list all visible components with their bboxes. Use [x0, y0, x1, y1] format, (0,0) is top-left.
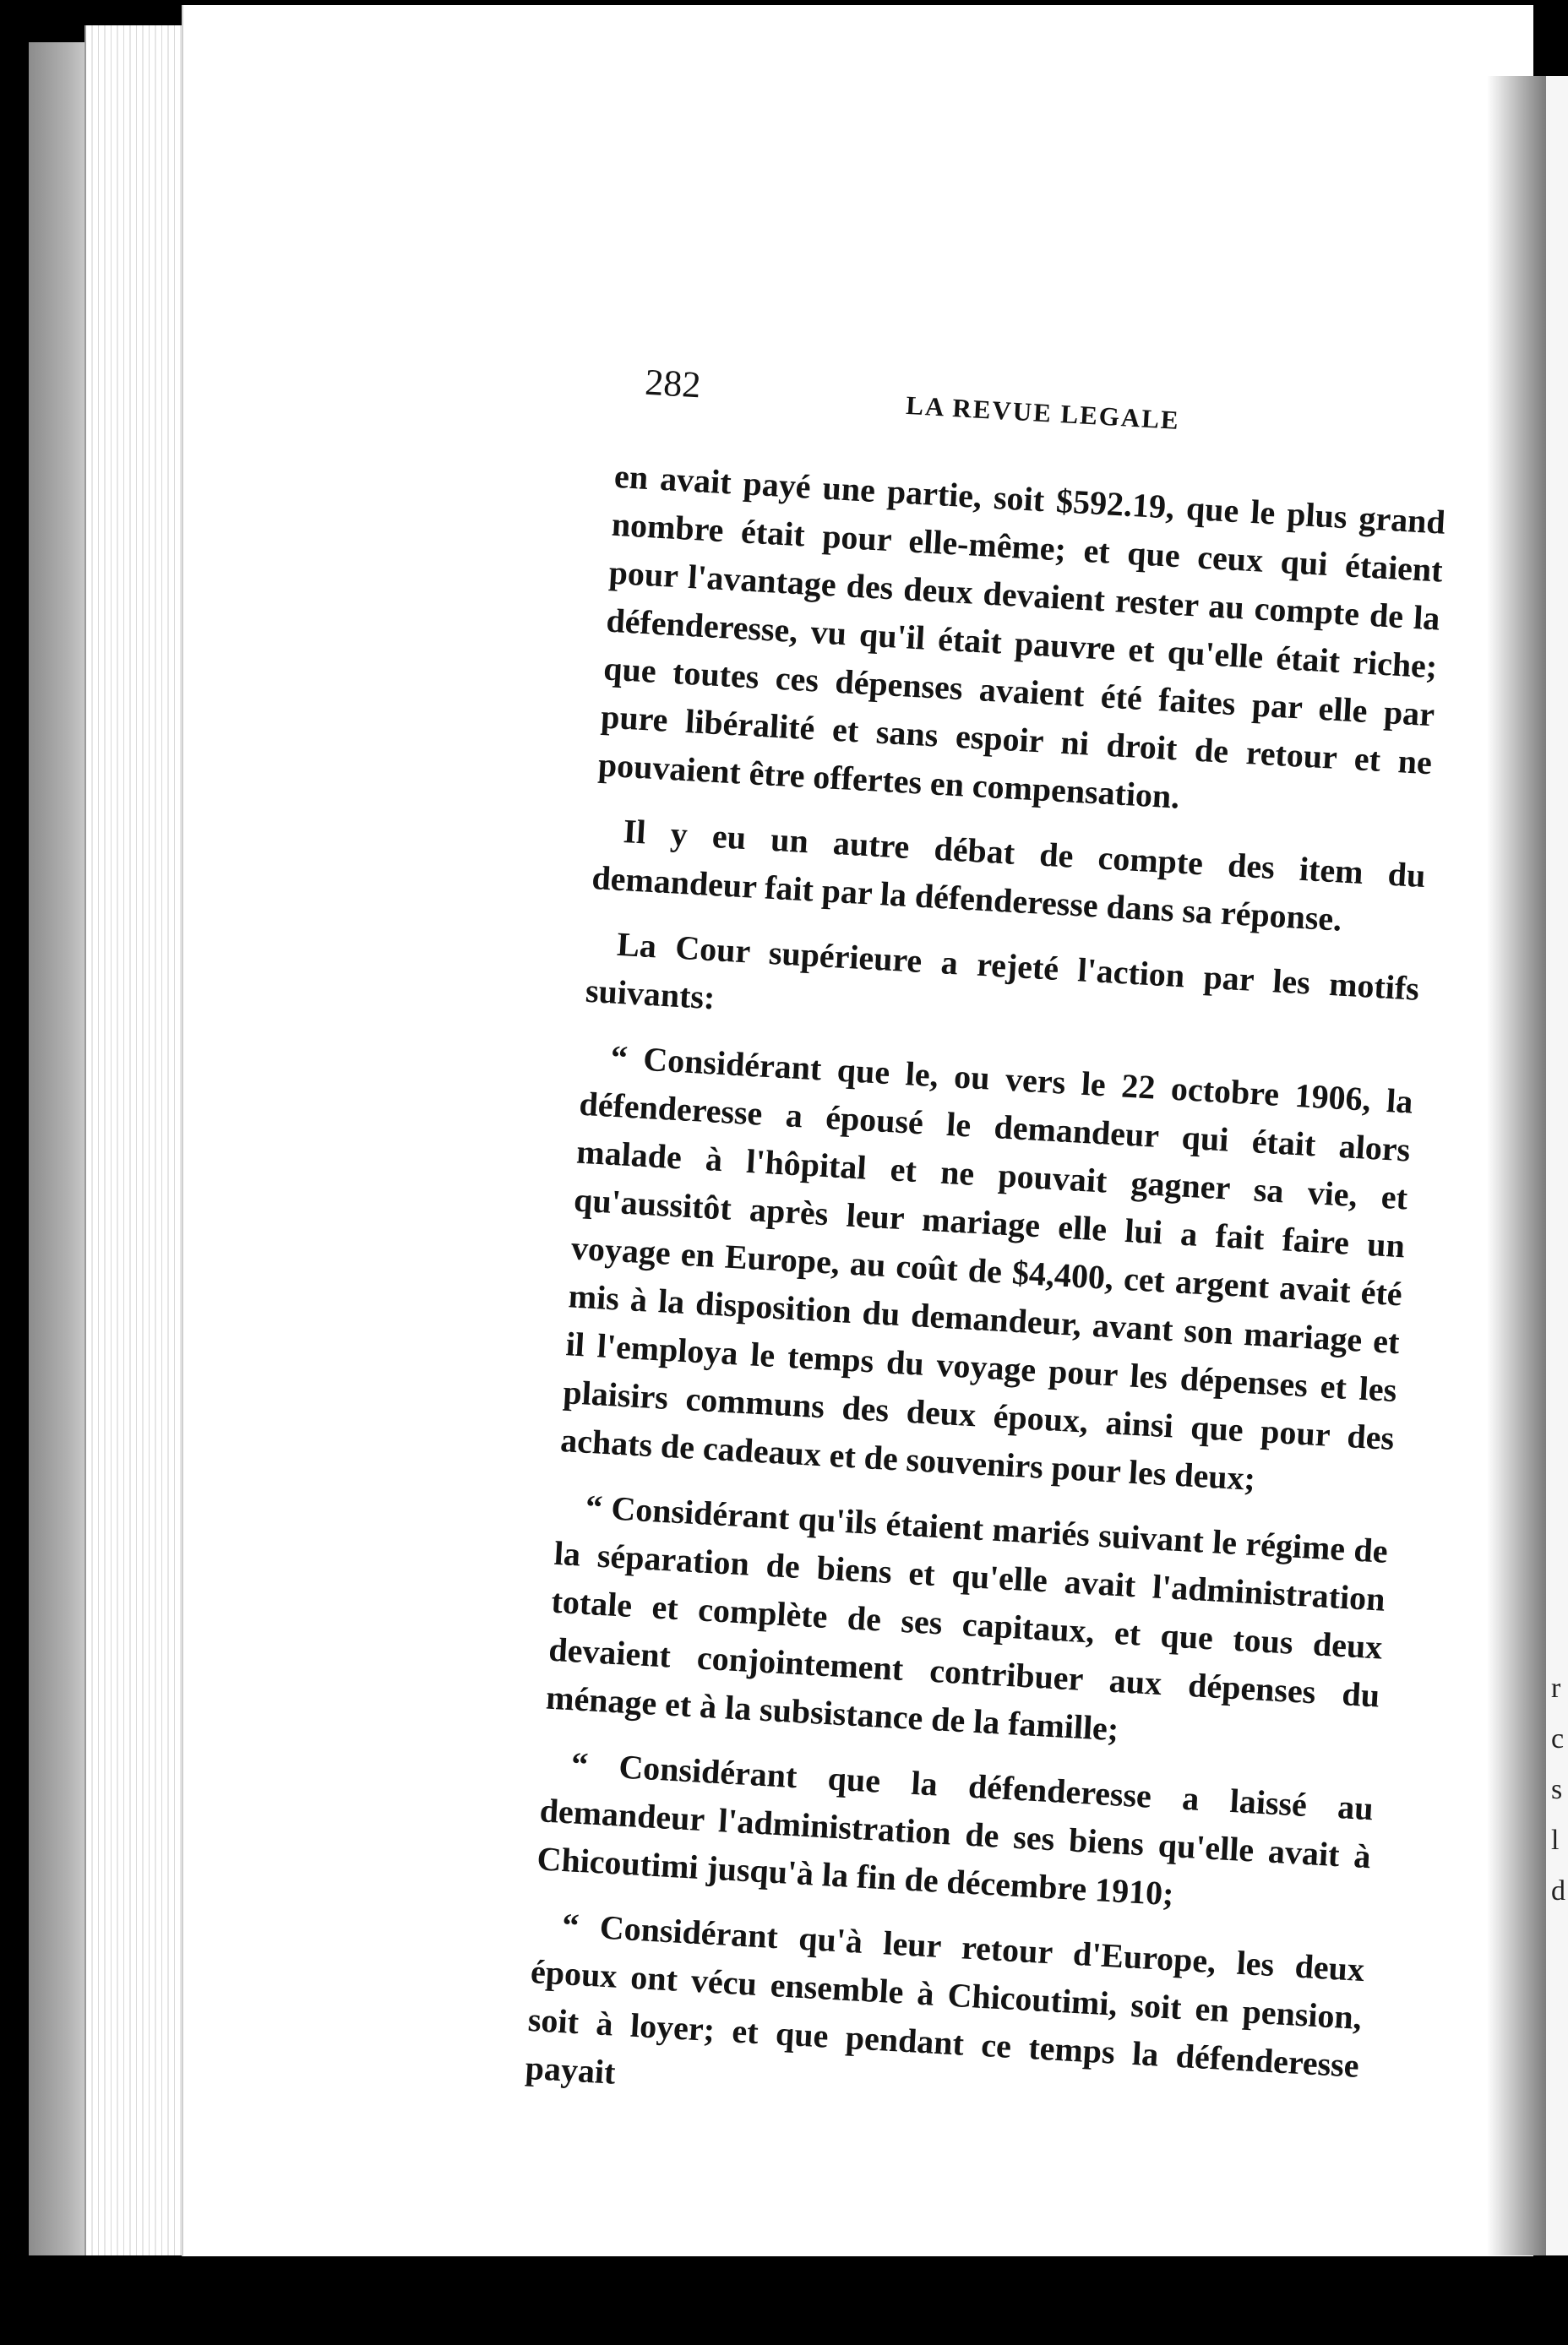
running-title: LA REVUE LEGALE	[905, 389, 1181, 436]
next-page-edge	[1546, 76, 1568, 2255]
page-number: 282	[644, 361, 702, 406]
gutter-shadow	[1487, 76, 1546, 2255]
paragraph: en avait payé une partie, soit $592.19, que le plus grand nombre était pour elle-même; et que ceux qui étaient pour l'avantage des deux devaient rester au compte de la défenderesse, vu qu'il était pauvre et qu'elle était riche; que toutes ces dépenses avaient été faites par elle par pure libéralité et sans espoir ni droit de retour et ne pouvaient être offertes en compensation.	[596, 456, 1446, 816]
next-page-glyph: r	[1551, 1673, 1561, 1704]
next-page-glyph: l	[1551, 1825, 1560, 1856]
next-page-glyph: c	[1551, 1723, 1565, 1755]
paragraph: La Cour supérieure a rejeté l'action par les motifs suivants:	[584, 924, 1421, 1017]
next-page-glyph: s	[1551, 1774, 1563, 1805]
page-text	[523, 359, 1451, 2155]
paragraph: “ Considérant que la défenderesse a laissé au demandeur l'administration de ses biens qu'elle avait à Chicoutimi jusqu'à la fin de décembre 1910;	[536, 1744, 1375, 1913]
paragraph: “ Considérant que le, ou vers le 22 octobre 1906, la défenderesse a épousé le demandeur qui était alors malade à l'hôpital et ne pouvait gagner sa vie, et qu'aussitôt après leur mariage elle lui a fait faire un voyage en Europe, au coût de $4,400, cet argent avait été mis à la disposition du demandeur, avant son mariage et il l'employa le temps du voyage pour les dépenses et les plaisirs communs des deux époux, ainsi que pour des achats de cadeaux et de souvenirs pour les deux;	[559, 1037, 1414, 1498]
next-page-glyph: d	[1551, 1875, 1565, 1907]
paragraph: “ Considérant qu'ils étaient mariés suivant le régime de la séparation de biens et qu'elle avait l'administration totale et complète de ses capitaux, et que tous deux devaient conjointement contribuer aux dépenses du ménage et à la subsistance de la famille;	[545, 1487, 1389, 1749]
paragraph: Il y eu un autre débat de compte des item du demandeur fait par la défenderesse dans sa réponse.	[591, 812, 1427, 939]
paragraph: “ Considérant qu'à leur retour d'Europe, les deux époux ont vécu ensemble à Chicoutimi, soit en pension, soit à loyer; et que pendant ce temps la défenderesse payait	[524, 1906, 1366, 2092]
